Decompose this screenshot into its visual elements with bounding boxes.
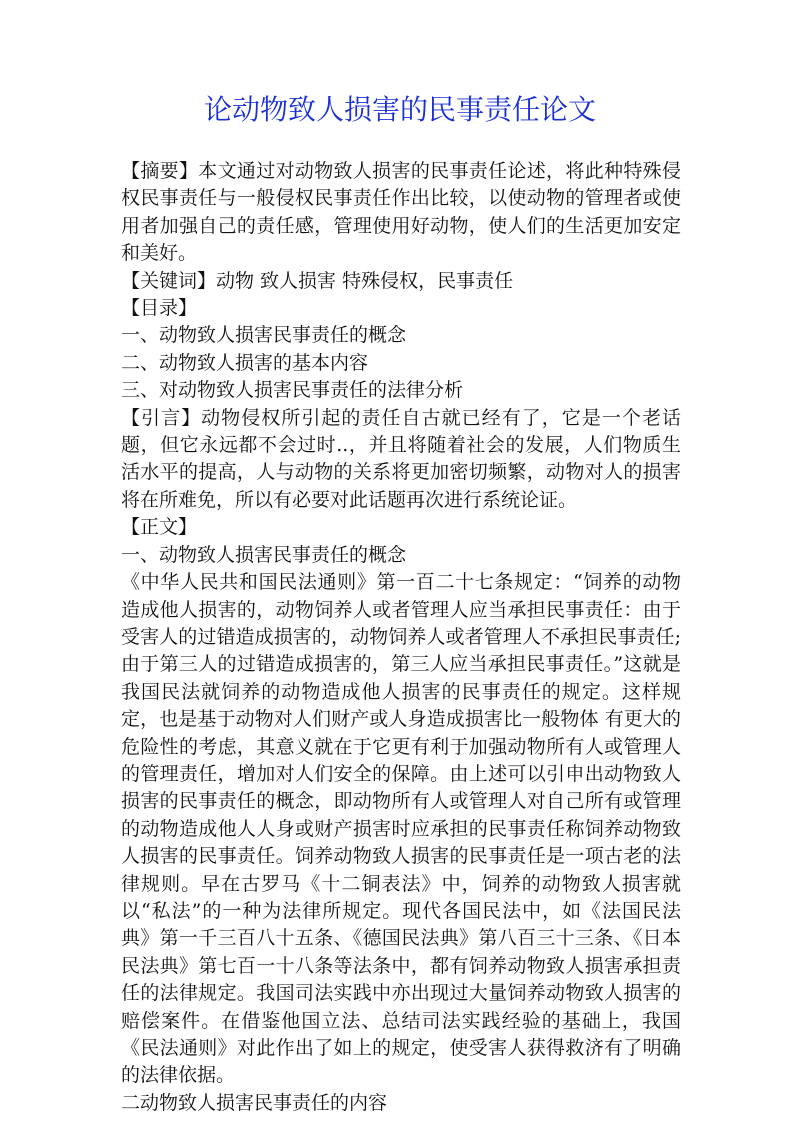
toc-heading: 【目录】 [121, 297, 198, 320]
toc-item-2: 二、动物致人损害的基本内容 [121, 351, 369, 374]
keywords-line: 【关键词】动物 致人损害 特殊侵权，民事责任 [121, 269, 514, 292]
section-1-paragraph: 《中华人民共和国民法通则》第一百二十七条规定：“饲养的动物造成他人损害的，动物饲养人或者管理人应当承担民事责任：由于受害人的过错造成损害的，动物饲养人或者管理人不承担民事责任;由于第三人的过错造成损害的，第三人应当承担民事责任。”这就是我国民法就饲养的动物造成他人损害的民事责任的规定。这样规定，也是基于动物对人们财产或人身造成损害比一般物体 有更大的危险性的考虑，其意义就在于它更有利于加强动物所有人或管理人的管理责任，增加对人们安全的保障。由上述可以引申出动物致人损害的民事责任的概念，即动物所有人或管理人对自己所有或管理的动物造成他人人身或财产损害时应承担的民事责任称饲养动物致人损害的民事责任。饲养动物致人损害的民事责任是一项古老的法律规则。早在古罗马《十二铜表法》中，饲养的动物致人损害就以“私法”的一种为法律所规定。现代各国民法中，如《法国民法典》第一千三百八十五条、《德国民法典》第八百三十三条、《日本民法典》第七百一十八条等法条中，都有饲养动物致人损害承担责任的法律规定。我国司法实践中亦出现过大量饲养动物致人损害的赔偿案件。在借鉴他国立法、总结司法实践经验的基础上，我国《民法通则》对此作出了如上的规定，使受害人获得救济有了明确的法律依据。 [121, 571, 681, 1087]
toc-item-3: 三、对动物致人损害民事责任的法律分析 [121, 379, 464, 402]
abstract-paragraph: 【摘要】本文通过对动物致人损害的民事责任论述，将此种特殊侵权民事责任与一般侵权民事责任作出比较，以使动物的管理者或使用者加强自己的责任感，管理使用好动物，使人们的生活更加安定和美好。 [121, 160, 681, 265]
section-1-heading: 一、动物致人损害民事责任的概念 [121, 543, 407, 566]
toc-item-1: 一、动物致人损害民事责任的概念 [121, 324, 407, 347]
main-text-heading: 【正文】 [121, 516, 198, 539]
document-title: 论动物致人损害的民事责任论文 [203, 93, 596, 126]
introduction-paragraph: 【引言】动物侵权所引起的责任自古就已经有了，它是一个老话题，但它永远都不会过时..，并且将随着社会的发展，人们物质生活水平的提高，人与动物的关系将更加密切频繁，动物对人的损害将在所难免，所以有必要对此话题再次进行系统论证。 [121, 406, 681, 511]
section-2-heading: 二动物致人损害民事责任的内容 [121, 1091, 388, 1114]
document-body [121, 158, 681, 1117]
